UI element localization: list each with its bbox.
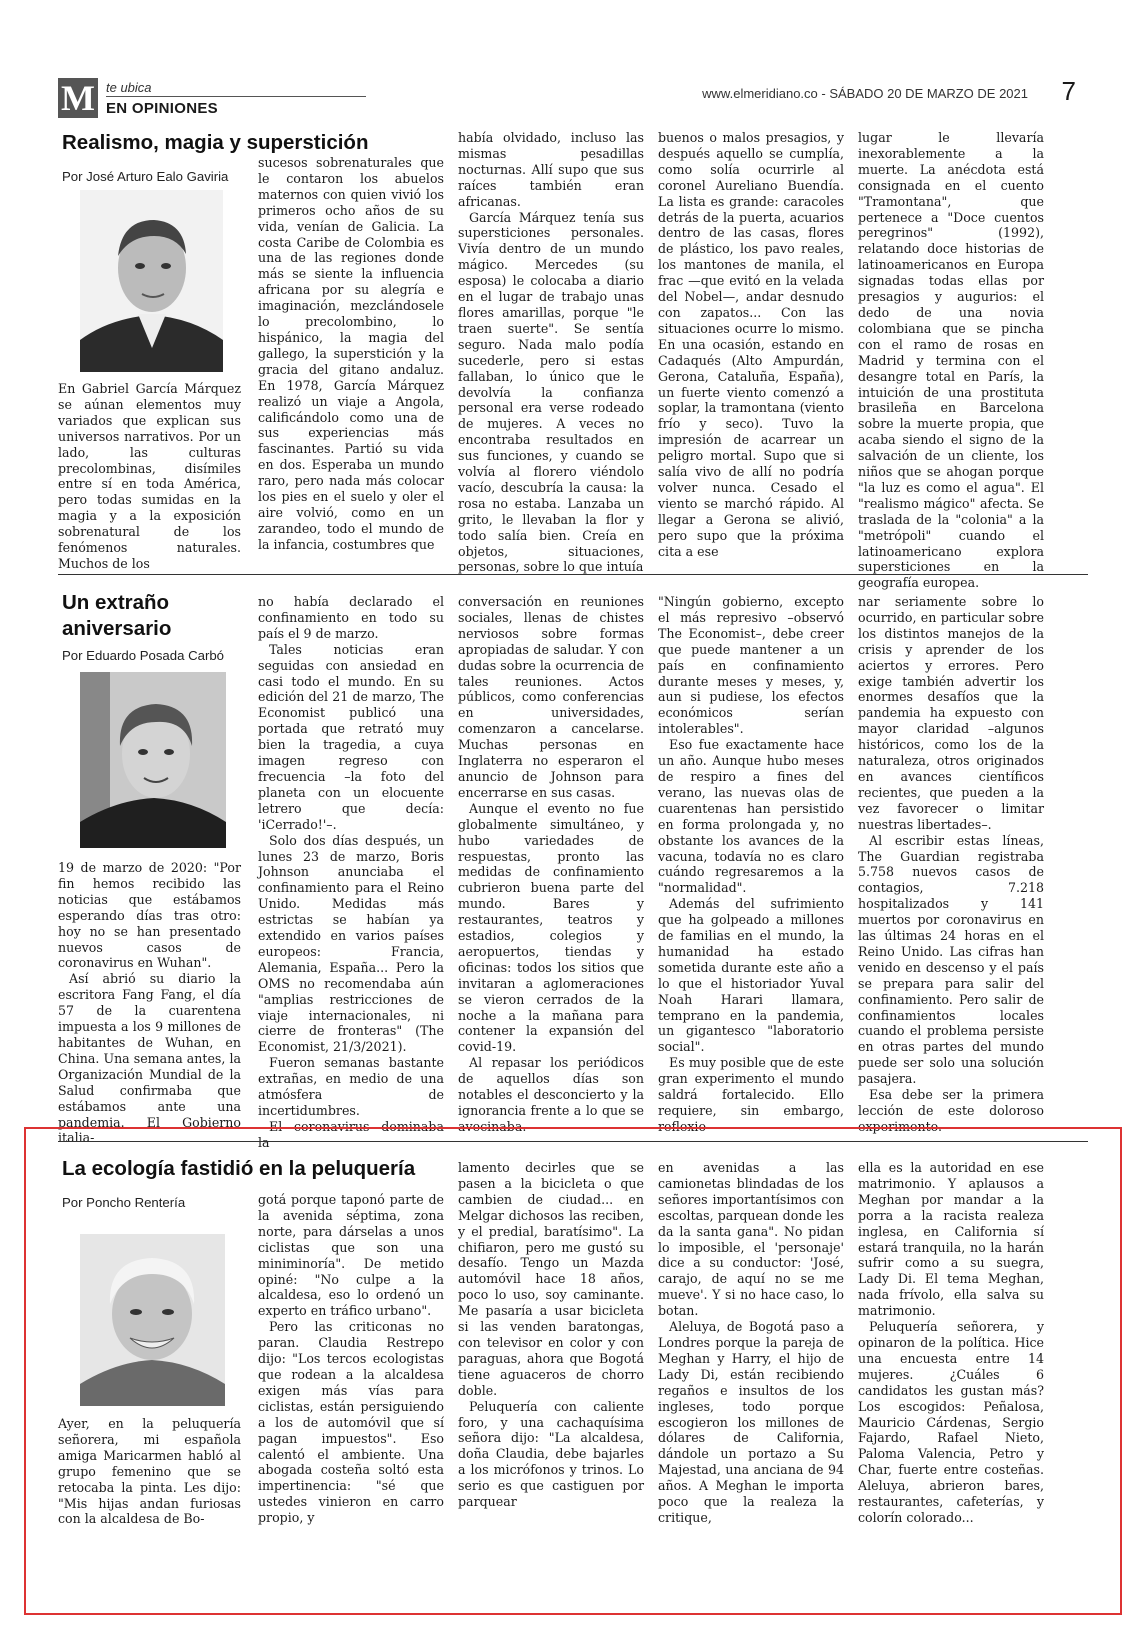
article-column-3 bbox=[458, 594, 644, 1135]
paragraph: lugar le llevaría inexorablemente a la muerte. La anécdota está consignada en el cuento "Tramontana", que pertenece a "Doce cuentos peregrinos" (1992), relatando doce historias de latinoamericanos en Europa signadas todas ellas por presagios y augurios: el dedo de una novia colombiana que se pincha con el ramo de rosas en Madrid y termina con el desangre total en París, la intuición de una prostituta brasileña en Barcelona sobre la muerte propia, que acaba siendo el signo de la salvación de un cliente, los niños que se ahogan porque "la luz es como el agua". El "realismo mágico" afecta. Se traslada de la "colonia" a la "metrópoli" cuando el latinoamericano explora supersticiones en la geografía europea. bbox=[858, 130, 1044, 591]
paragraph: Peluquería con caliente foro, y una cachaquísima señora dijo: "La alcaldesa, doña Claudia, debe bajarles a los micrófonos y trinos. Lo serio es que castiguen por parquear bbox=[458, 1398, 644, 1510]
paragraph: García Márquez tenía sus supersticiones personales. Vivía dentro de un mundo mágico. Mercedes (su esposa) le colocaba a diario en el lugar de trabajo unas flores amarillas, porque "le traen suerte". Se sentía seguro. Nada malo podía sucederle, pero si estas fallaban, lo único que le devolvía la confianza personal era verse rodeado de mujeres. A veces no encontraba resultados en sus funciones, y cuando se volvía al florero viéndolo vacío, descubría la causa: la rosa no estaba. Lanzaba un grito, le llevaban la flor y todo salía bien. Creía en objetos, situaciones, personas, sobre lo que intuía bbox=[458, 209, 644, 575]
article-byline: Por Eduardo Posada Carbó bbox=[62, 648, 225, 663]
site-and-date: www.elmeridiano.co - SÁBADO 20 DE MARZO DE 2021 bbox=[702, 86, 1028, 101]
article-column-4 bbox=[658, 594, 844, 1135]
el-meridiano-logo: M bbox=[58, 78, 98, 118]
article-column-1 bbox=[58, 381, 241, 572]
article-column-3 bbox=[458, 130, 644, 575]
page-number: 7 bbox=[1061, 76, 1076, 106]
paragraph: El coronavirus dominaba la bbox=[258, 1118, 444, 1150]
paragraph: En Gabriel García Márquez se aúnan elementos muy variados que explican sus universos narrativos. Por un lado, las culturas precolombinas, disímiles entre sí en toda América, pero todas sumidas en la magia y a la exposición sobrenatural de los fenómenos naturales. Muchos de los bbox=[58, 381, 241, 571]
paragraph: Al escribir estas líneas, The Guardian registraba 5.758 nuevos casos de contagios, 7.218 hospitalizados y 141 muertos por coronavirus en las últimas 24 horas en el Reino Unido. Las cifras han venido en descenso y el país se prepara para salir del confinamiento. Pero salir de confinamientos locales cuando el problema persiste en otras partes del mundo puede ser solo una solución pasajera. bbox=[858, 832, 1044, 1087]
paragraph: en avenidas a las camionetas blindadas de los señores importantísimos con escoltas, parquean donde les da la santa gana". No pidan lo imposible, el 'personaje' dice a su conductor: 'José, carajo, de aquí no se me mueve'. Y si no hace caso, lo botan. bbox=[658, 1160, 844, 1319]
paragraph: no había declarado el confinamiento en todo su país el 9 de marzo. bbox=[258, 594, 444, 641]
article-column-2 bbox=[258, 155, 444, 553]
article-divider bbox=[58, 1141, 1088, 1142]
paragraph: conversación en reuniones sociales, llenas de chistes nerviosos sobre formas apropiadas de saludar. Y con dudas sobre la ocurrencia de tales reuniones. Actos públicos, como conferencias en universidades, comenzaron a cancelarse. Muchas personas en Inglaterra no esperaron el anuncio de Johnson para encerrarse en sus casas. bbox=[458, 594, 644, 800]
article-byline: Por José Arturo Ealo Gaviria bbox=[62, 169, 229, 184]
article-column-2 bbox=[258, 594, 444, 1151]
article-column-4 bbox=[658, 1160, 844, 1526]
article-title: Realismo, magia y superstición bbox=[62, 131, 369, 154]
paragraph: lamento decirles que se pasen a la bicicleta o que cambien de ciudad... en Melgar dichosos las reciben, y el predial, baratísimo". La chifiaron, pero me gustó su desafío. Tengo un Mazda automóvil hace 18 años, poco lo uso, soy caminante. Me pasaría a usar bicicleta si las venden baratongas, con televisor en color y con paraguas, ahora que Bogotá tiene aguaceros de chorro doble. bbox=[458, 1160, 644, 1398]
paragraph: Solo dos días después, un lunes 23 de marzo, Boris Johnson anunciaba el confinamiento para el Reino Unido. Medidas más estrictas se habían ya extendido en varios países europeos: Francia, Alemania, España... Pero la OMS no recomendaba aún "amplias restricciones de viaje internacionales, ni cierre de fronteras" (The Economist, 21/3/2021). bbox=[258, 832, 444, 1055]
tagline: te ubica bbox=[106, 80, 152, 95]
article-column-5 bbox=[858, 1160, 1044, 1526]
paragraph: buenos o malos presagios, y después aquello se cumplía, como solía ocurrirle al coronel Aureliano Buendía. La lista es grande: caracoles detrás de la puerta, acuarios dentro de las casas, flores de plástico, los pavo reales, los mantones de manila, el frac —que evitó en la velada del Nobel—, andar desnudo con zapatos... Con las situaciones ocurre lo mismo. En una ocasión, estando en Cadaqués (Alto Ampurdán, Gerona, Cataluña, España), un fuerte viento comenzó a soplar, la tramontana (viento frío y seco). Tuvo la impresión de acarrear un peligro mortal. Supo que si salía vivo de allí no podría volver nunca. Cesado el viento se marchó rápido. Al llegar a Gerona se alivió, pero supo que la próxima cita a ese bbox=[658, 130, 844, 559]
paragraph: Eso fue exactamente hace un año. Aunque hubo meses de respiro a fines del verano, las nuevas olas de cuarentenas han persistido en forma prolongada y, no obstante los avances de la vacuna, todavía no es claro cuándo regresaremos a la "normalidad". bbox=[658, 737, 844, 896]
page-header bbox=[58, 78, 1088, 124]
paragraph: Aleluya, de Bogotá paso a Londres porque la pareja de Meghan y Harry, el hijo de Lady Di, están recibiendo regaños e insultos de los ingleses, todo porque escogieron los millones de dólares de California, dándole un portazo a Su Majestad, una anciana de 94 años. A Meghan le importa poco que la realeza la critique, bbox=[658, 1319, 844, 1525]
author-photo bbox=[80, 672, 226, 848]
paragraph: Es muy posible que de este gran experimento el mundo saldrá fortalecido. Ello requiere, sin embargo, reflexio- bbox=[658, 1055, 844, 1134]
article-ecologia bbox=[58, 1148, 1088, 1604]
paragraph: Al repasar los periódicos de aquellos días son notables el desconcierto y la ignorancia frente a lo que se avecinaba. bbox=[458, 1055, 644, 1134]
paragraph: Aunque el evento no fue globalmente simultáneo, y hubo variedades de respuestas, pronto las medidas de confinamiento cubrieron buena parte del mundo. Bares y restaurantes, teatros y estadios, colegios y aeropuertos, tiendas y oficinas: todos los sitios que invitaran a aglomeraciones se vieron cerrados de la noche a la mañana para contener la expansión del covid-19. bbox=[458, 800, 644, 1055]
article-column-5 bbox=[858, 130, 1044, 591]
paragraph: 19 de marzo de 2020: "Por fin hemos recibido las noticias que estábamos esperando días tras otro: hoy no se han presentado nuevos casos de coronavirus en Wuhan". bbox=[58, 860, 241, 971]
paragraph: gotá porque taponó parte de la avenida séptima, zona norte, para dárselas a unos ciclistas que son una miniminoría". De metido opiné: "No culpe a la alcaldesa, eso lo ordenó un experto en tráfico urbano". bbox=[258, 1192, 444, 1319]
paragraph: ella es la autoridad en ese matrimonio. Y aplausos a Meghan por mandar a la porra a la racista realeza inglesa, en California sí estará tranquila, no la harán sufrir como a su suegra, Lady Di. El tema Meghan, nada frívolo, ella salva su matrimonio. bbox=[858, 1160, 1044, 1319]
paragraph: Fueron semanas bastante extrañas, en medio de una atmósfera de incertidumbres. bbox=[258, 1055, 444, 1118]
article-column-1 bbox=[58, 860, 241, 1146]
article-column-5 bbox=[858, 594, 1044, 1135]
article-divider bbox=[58, 574, 1088, 575]
article-title: La ecología fastidió en la peluquería bbox=[62, 1157, 416, 1180]
article-byline: Por Poncho Rentería bbox=[62, 1195, 186, 1210]
paragraph: sucesos sobrenaturales que le contaron los abuelos maternos con quien vivió los primeros ocho años de su vida, venían de Galicia. La costa Caribe de Colombia es una de las regiones donde más se siente la influencia africana por su alegría e imaginación, mezclándosele lo precolombino, lo hispánico, la magia del gallego, la superstición y la gracia del gitano andaluz. En 1978, García Márquez realizó un viaje a Angola, calificándolo como una de sus experiencias más fascinantes. Partió su vida en dos. Esperaba un mundo raro, pero nada más colocar los pies en el suelo y oler el aire volvió, como en un zarandeo, todo el mundo de la infancia, costumbres que bbox=[258, 155, 444, 552]
paragraph: Tales noticias eran seguidas con ansiedad en casi todo el mundo. En su edición del 21 de marzo, The Economist publicó una portada que retrató muy bien la tragedia, a cuya imagen regreso con frecuencia –la foto del planeta con un elocuente letrero que decía: 'iCerrado!'–. bbox=[258, 641, 444, 832]
paragraph: Así abrió su diario la escritora Fang Fang, el día 57 de la cuarentena impuesta a los 9 millones de habitantes de Wuhan, en China. Una semana antes, la Organización Mundial de la Salud confirmaba que estábamos ante una pandemia. El Gobierno italia- bbox=[58, 971, 241, 1146]
paragraph: había olvidado, incluso las mismas pesadillas nocturnas. Allí supo que sus raíces también eran africanas. bbox=[458, 130, 644, 209]
article-column-4 bbox=[658, 130, 844, 559]
paragraph: "Ningún gobierno, excepto el más represivo –observó The Economist–, debe creer que puede mantener a un país en confinamiento durante meses y meses, y, aun si pudiese, los efectos económicos serían intolerables". bbox=[658, 594, 844, 737]
paragraph: Esa debe ser la primera lección de este doloroso experimento. bbox=[858, 1087, 1044, 1134]
section-rule bbox=[106, 96, 366, 97]
paragraph: Ayer, en la peluquería señorera, mi española amiga Maricarmen habló al grupo femenino que se retocaba la pinta. Les dijo: "Mis hijas andan furiosas con la alcaldesa de Bo- bbox=[58, 1416, 241, 1527]
article-column-3 bbox=[458, 1160, 644, 1510]
paragraph: nar seriamente sobre lo ocurrido, en particular sobre los distintos manejos de la crisis y aprender de los aciertos y errores. Pero exige también advertir los enormes desafíos que la pandemia ha expuesto con mayor claridad –algunos históricos, como los de la naturaleza, otros originados en avances científicos recientes, que pueden a la vez favorecer o limitar nuestras libertades–. bbox=[858, 594, 1044, 832]
paragraph: Además del sufrimiento que ha golpeado a millones de familias en el mundo, la humanidad ha estado sometida durante este año a lo que el historiador Yuval Noah Harari llamara, temprano en la pandemia, un gigantesco "laboratorio social". bbox=[658, 896, 844, 1055]
paragraph: Pero las criticonas no paran. Claudia Restrepo dijo: "Los tercos ecologistas que rodean a la alcaldesa exigen más vías para ciclistas, están persiguiendo a los de automóvil que sí pagan impuestos". Eso calentó el ambiente. Una abogada costeña soltó esta impertinencia: "sé que ustedes vinieron en carro propio, y bbox=[258, 1319, 444, 1526]
article-column-1 bbox=[58, 1416, 241, 1527]
article-title: Un extraño aniversario bbox=[62, 591, 172, 640]
article-realismo bbox=[58, 128, 1088, 591]
paragraph: Peluquería señorera, y opinaron de la política. Hice una encuesta entre 14 mujeres. ¿Cuáles 6 candidatos les gustan más? Los escogidos: Peñalosa, Mauricio Cárdenas, Sergio Fajardo, Rafael Nieto, Paloma Valencia, Petro y Char, fuerte entre costeñas. Aleluya, abrieron bares, restaurantes, cafeterías, y colorín colorado... bbox=[858, 1319, 1044, 1525]
author-photo bbox=[80, 1234, 225, 1406]
article-column-2 bbox=[258, 1192, 444, 1526]
article-aniversario bbox=[58, 590, 1088, 1150]
section-name: EN OPINIONES bbox=[106, 100, 218, 117]
author-photo bbox=[80, 190, 223, 372]
